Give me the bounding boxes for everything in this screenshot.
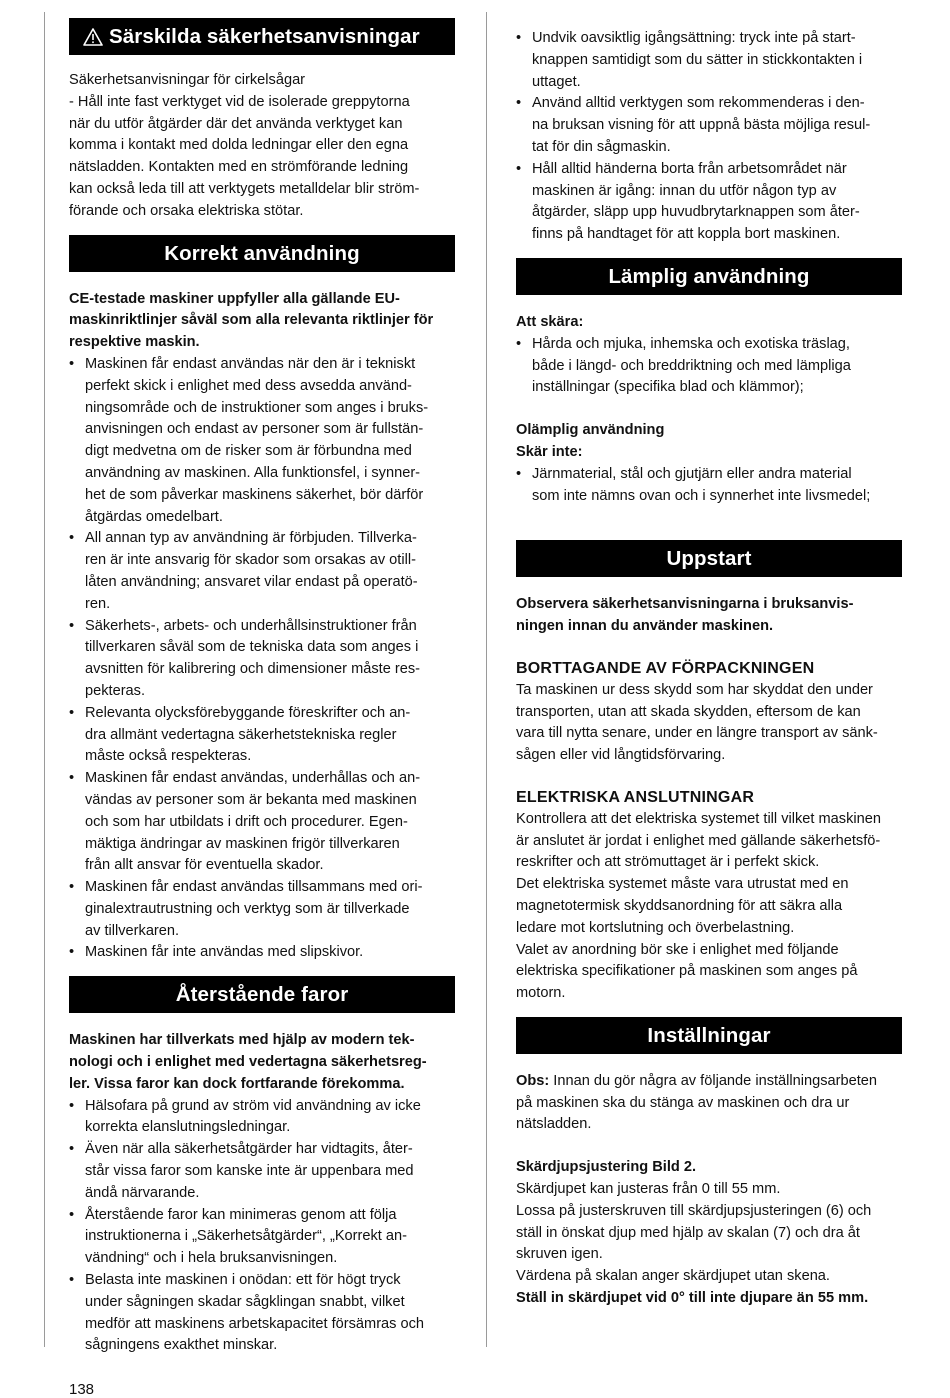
body-line: Värdena på skalan anger skärdjupet utan skena.	[516, 1268, 830, 1285]
list-item	[69, 942, 455, 964]
body-line: vara till nytta senare, under en längre transport av sänk-	[516, 725, 878, 742]
list-item-line: het de som påverkar maskinens säkerhet, bör därför	[85, 486, 424, 503]
list-item	[69, 528, 455, 615]
list-item-line: sågningens exakthet minskar.	[85, 1337, 278, 1354]
safety-heading	[69, 18, 455, 55]
list-item-line: ren.	[85, 595, 111, 612]
body-line: Skärdjupet kan justeras från 0 till 55 mm.	[516, 1181, 781, 1198]
list-item-line: medför att maskinens arbetskapacitet försämras och	[85, 1315, 425, 1332]
list-item-line: låten användning; ansvaret vilar endast på operatö-	[85, 573, 418, 590]
bullet-icon: •	[69, 704, 75, 721]
suitable-use-heading	[516, 258, 902, 295]
body-line: sågen eller vid långtidsförvaring.	[516, 747, 726, 764]
list-item-line: ändå närvarande.	[85, 1184, 200, 1201]
body-line: ledare mot kortslutning och överbelastning.	[516, 919, 795, 936]
list-item-line: Undvik oavsiktlig igångsättning: tryck inte på start-	[532, 30, 856, 46]
body-line: Säkerhetsanvisningar för cirkelsågar	[69, 72, 306, 88]
bullet-icon: •	[516, 160, 522, 177]
list-item-line: Maskinen får inte användas med slipskivor.	[85, 944, 364, 961]
obs-rest	[516, 1093, 902, 1137]
body-line: är anslutet är jordat i enlighet med gällande säkerhetsfö-	[516, 832, 881, 849]
body-line: när du utför åtgärder där det använda verktyget kan	[69, 115, 403, 132]
list-item-line: både i längd- och breddriktning och med lämpliga	[532, 357, 851, 374]
body-line: på maskinen ska du stänga av maskinen och dra ur	[516, 1094, 850, 1111]
bullet-icon: •	[69, 530, 75, 547]
list-item-line: användning av maskinen. Alla funktionsfel, i synner-	[85, 464, 421, 481]
list-item-line: Järnmaterial, stål och gjutjärn eller andra material	[532, 465, 852, 482]
list-item-line: perfekt skick i enlighet med dess avsedda använd-	[85, 377, 412, 394]
intro-line: maskinriktlinjer såväl som alla relevanta riktlinjer för	[69, 312, 434, 329]
bullet-icon: •	[69, 1272, 75, 1289]
list-item-line: ningsområde och de instruktioner som anges i bruks-	[85, 399, 429, 416]
list-item-line: ginalextrautrustning och verktyg som är tillverkade	[85, 900, 410, 917]
suitable-use-title: Lämplig användning	[608, 264, 810, 288]
list-item-line: och som har utbildats i drift och procedurer. Egen-	[85, 813, 408, 830]
list-item	[69, 616, 455, 703]
list-item-line: Maskinen får endast användas när den är i tekniskt	[85, 355, 416, 372]
list-item-line: står vissa faror som kanske inte är uppenbara med	[85, 1163, 414, 1180]
body-line: reskrifter och att strömuttaget är i perfekt skick.	[516, 854, 820, 871]
electrical-body	[516, 809, 902, 1005]
list-item	[69, 768, 455, 877]
bullet-icon: •	[516, 335, 522, 352]
list-item-line: knappen samtidigt som du sätter in stickkontakten i	[532, 51, 863, 68]
list-item-line: Säkerhets-, arbets- och underhållsinstruktioner från	[85, 617, 417, 634]
list-item-line: tat för din sågmaskin.	[532, 138, 671, 155]
list-item-line: Använd alltid verktygen som rekommenderas i den-	[532, 95, 865, 112]
obs-first-line: Innan du gör några av följande inställningsarbeten	[549, 1072, 878, 1089]
dont-cut-label: Skär inte:	[516, 443, 583, 460]
cut-list	[516, 334, 902, 399]
list-item	[516, 159, 902, 246]
list-item-line: Belasta inte maskinen i onödan: ett för högt tryck	[85, 1272, 401, 1289]
list-item-line: ren är inte ansvarig för skador som orsakas av otill-	[85, 552, 416, 569]
body-line: kan också leda till att verktygets metalldelar blir ström-	[69, 180, 420, 197]
list-item-line: pekteras.	[85, 682, 146, 699]
body-line: elektriska specifikationer på maskinen som anges på	[516, 963, 858, 980]
body-line: Det elektriska systemet måste vara utrustat med en	[516, 876, 849, 893]
depth-heading: Skärdjupsjustering Bild 2.	[516, 1159, 697, 1176]
bullet-icon: •	[69, 1097, 75, 1114]
list-item-line: åtgärdas omedelbart.	[85, 508, 223, 525]
list-item	[69, 354, 455, 528]
list-item	[69, 1096, 455, 1140]
startup-heading	[516, 540, 902, 577]
bullet-icon: •	[69, 770, 75, 787]
body-line: nätsladden.	[516, 1116, 592, 1133]
bullet-icon: •	[69, 1141, 75, 1158]
left-margin-rule	[44, 12, 45, 1347]
correct-use-heading	[69, 235, 455, 272]
unpack-heading: BORTTAGANDE AV FÖRPACKNINGEN	[516, 659, 815, 677]
list-item-line: finns på handtaget för att koppla bort maskinen.	[532, 226, 841, 243]
body-line: ställ in önskat djup med hjälp av skalan (7) och dra åt	[516, 1224, 860, 1241]
list-item-line: från allt ansvar för eventuella skador.	[85, 857, 324, 874]
list-item-line: Även när alla säkerhetsåtgärder har vidtagits, åter-	[85, 1141, 413, 1158]
startup-title: Uppstart	[666, 547, 752, 571]
list-item-line: vändning“ och i hela bruksanvisningen.	[85, 1250, 338, 1267]
body-line: Valet av anordning bör ske i enlighet med följande	[516, 941, 839, 958]
list-item	[69, 1139, 455, 1204]
bullet-icon: •	[516, 30, 522, 46]
list-item-line: mäktiga ändringar av maskinen frigör tillverkaren	[85, 835, 400, 852]
list-item-line: Maskinen får endast användas tillsammans med ori-	[85, 879, 423, 896]
bullet-icon: •	[69, 617, 75, 634]
body-line: Ta maskinen ur dess skydd som har skyddat den under	[516, 681, 873, 698]
electrical-heading: ELEKTRISKA ANSLUTNINGAR	[516, 788, 755, 806]
residual-list	[69, 1096, 455, 1358]
list-item-line: uttaget.	[532, 73, 581, 90]
safety-title: Särskilda säkerhetsanvisningar	[109, 25, 420, 48]
list-item-line: anvisningen och endast av personer som är fullstän-	[85, 421, 424, 438]
page-number: 138	[69, 1381, 95, 1398]
body-line: Lossa på justerskruven till skärdjupsjusteringen (6) och	[516, 1202, 872, 1219]
list-item-line: avsnitten för kalibrering och dimensioner måste res-	[85, 661, 420, 678]
cut-label: Att skära:	[516, 313, 584, 330]
list-item-line: instruktionerna i „Säkerhetsåtgärder“, „Korrekt an-	[85, 1228, 408, 1245]
bullet-icon: •	[69, 944, 75, 961]
list-item-line: under sågningen skadar sågklingan snabbt, vilket	[85, 1293, 405, 1310]
list-item	[516, 93, 902, 158]
list-item-line: korrekta elanslutningsledningar.	[85, 1119, 291, 1136]
bullet-icon: •	[69, 879, 75, 896]
bullet-icon: •	[516, 465, 522, 482]
safety-body	[69, 70, 455, 223]
column-divider-rule	[486, 12, 487, 1347]
settings-obs	[516, 1071, 902, 1136]
bullet-icon: •	[69, 1206, 75, 1223]
list-item-line: Maskinen får endast användas, underhållas och an-	[85, 770, 421, 787]
warning-triangle-icon	[83, 21, 103, 58]
body-line: motorn.	[516, 985, 566, 1002]
residual-intro	[69, 1030, 455, 1095]
dont-cut-list	[516, 464, 902, 508]
list-item-line: vändas av personer som är bekanta med maskinen	[85, 791, 417, 808]
list-item	[516, 464, 902, 508]
settings-heading	[516, 1017, 902, 1054]
unsuitable-label: Olämplig användning	[516, 422, 665, 439]
safety-continued-list	[516, 28, 902, 246]
intro-line: respektive maskin.	[69, 334, 200, 351]
list-item-line: digt medvetna om de risker som är förbundna med	[85, 443, 412, 460]
list-item-line: åtgärder, släpp upp huvudbrytarknappen som åter-	[532, 204, 860, 221]
depth-body	[516, 1179, 902, 1288]
startup-intro	[516, 594, 902, 638]
body-line: komma i kontakt med dolda ledningar eller den egna	[69, 137, 409, 154]
list-item-line: All annan typ av användning är förbjuden. Tillverka-	[85, 530, 417, 547]
body-line: Kontrollera att det elektriska systemet till vilket maskinen	[516, 810, 881, 827]
list-item-line: Håll alltid händerna borta från arbetsområdet när	[532, 160, 847, 177]
list-item-line: dra allmänt vedertagna säkerhetstekniska regler	[85, 726, 397, 743]
list-item-line: inställningar (specifika blad och klämmor);	[532, 379, 804, 396]
intro-line: nologi och i enlighet med vedertagna säkerhetsreg-	[69, 1054, 427, 1071]
body-line: förande och orsaka elektriska stötar.	[69, 202, 304, 219]
bullet-icon: •	[516, 95, 522, 112]
bullet-icon: •	[69, 355, 75, 372]
list-item-line: av tillverkaren.	[85, 922, 180, 939]
correct-use-intro	[69, 289, 455, 354]
list-item-line: Hälsofara på grund av ström vid användning av icke	[85, 1097, 421, 1114]
correct-use-title: Korrekt användning	[164, 241, 360, 265]
list-item	[69, 1270, 455, 1357]
residual-title: Återstående faror	[175, 983, 349, 1007]
intro-line: ler. Vissa faror kan dock fortfarande förekomma.	[69, 1075, 405, 1092]
settings-title: Inställningar	[647, 1023, 771, 1047]
list-item-line: Hårda och mjuka, inhemska och exotiska träslag,	[532, 335, 850, 352]
list-item-line: Återstående faror kan minimeras genom att följa	[85, 1206, 397, 1223]
list-item-line: Relevanta olycksförebyggande föreskrifter och an-	[85, 704, 411, 721]
depth-final: Ställ in skärdjupet vid 0° till inte djupare än 55 mm.	[516, 1290, 869, 1307]
list-item	[69, 1205, 455, 1270]
intro-line: CE-testade maskiner uppfyller alla gällande EU-	[69, 290, 400, 307]
body-line: - Håll inte fast verktyget vid de isolerade greppytorna	[69, 93, 410, 110]
left-column	[69, 18, 455, 1357]
body-line: transporten, utan att skada skydden, eftersom de kan	[516, 703, 861, 720]
intro-line: Maskinen har tillverkats med hjälp av modern tek-	[69, 1032, 415, 1049]
list-item	[69, 877, 455, 942]
list-item	[516, 334, 902, 399]
right-column	[516, 28, 902, 1310]
list-item-line: som inte nämns ovan och i synnerhet inte livsmedel;	[532, 487, 871, 504]
intro-line: ningen innan du använder maskinen.	[516, 618, 774, 635]
body-line: magnetotermisk skyddsanordning för att säkra alla	[516, 897, 843, 914]
correct-use-list	[69, 354, 455, 964]
list-item	[69, 703, 455, 768]
list-item-line: na bruksan visning för att uppnå bästa möjliga resul-	[532, 117, 871, 134]
list-item-line: måste också respekteras.	[85, 748, 252, 765]
unpack-body	[516, 680, 902, 767]
residual-heading	[69, 976, 455, 1013]
obs-label: Obs:	[516, 1072, 550, 1089]
body-line: nätsladden. Kontakten med en strömförande ledning	[69, 159, 409, 176]
list-item-line: maskinen är igång: innan du utför någon typ av	[532, 182, 837, 199]
body-line: skruven igen.	[516, 1246, 603, 1263]
list-item	[516, 28, 902, 93]
intro-line: Observera säkerhetsanvisningarna i bruksanvis-	[516, 596, 854, 613]
list-item-line: tillverkaren såväl som de tekniska data som anges i	[85, 639, 419, 656]
